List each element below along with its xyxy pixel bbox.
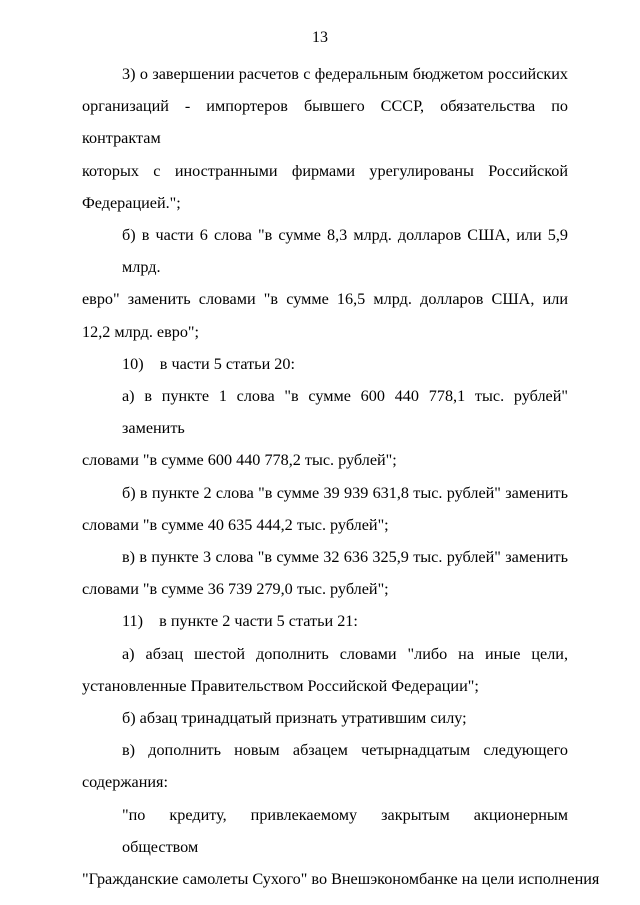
page-number: 13 bbox=[312, 29, 328, 46]
text-line: 11) в пункте 2 части 5 статьи 21: bbox=[122, 612, 358, 631]
text-line: евро" заменить словами "в сумме 16,5 млрд. долларов США, или bbox=[82, 290, 568, 309]
paragraph-p6 bbox=[82, 541, 568, 605]
paragraph-p10 bbox=[82, 734, 568, 798]
text-line: 3) о завершении расчетов с федеральным бюджетом российских bbox=[122, 65, 568, 83]
paragraph-p5 bbox=[82, 477, 568, 541]
text-line: словами "в сумме 40 635 444,2 тыс. рублей"; bbox=[82, 515, 389, 534]
text-line: 12,2 млрд. евро"; bbox=[82, 322, 200, 341]
paragraph-p9 bbox=[82, 702, 568, 734]
paragraph-p4 bbox=[82, 380, 568, 477]
text-line: организаций - импортеров бывшего СССР, обязательства по контрактам bbox=[82, 97, 568, 148]
text-line: словами "в сумме 600 440 778,2 тыс. рублей"; bbox=[82, 451, 397, 470]
text-line: 10) в части 5 статьи 20: bbox=[122, 354, 295, 373]
text-line: б) абзац тринадцатый признать утратившим силу; bbox=[122, 709, 467, 728]
text-line: в) дополнить новым абзацем четырнадцатым следующего bbox=[122, 741, 568, 760]
text-line: в) в пункте 3 слова "в сумме 32 636 325,9 тыс. рублей" заменить bbox=[122, 548, 568, 567]
text-line: установленные Правительством Российской Федерации"; bbox=[82, 676, 479, 695]
paragraph-p11 bbox=[82, 799, 600, 896]
text-line: а) абзац шестой дополнить словами "либо на иные цели, bbox=[122, 644, 568, 663]
paragraph-p7 bbox=[82, 605, 568, 637]
text-line: б) в части 6 слова "в сумме 8,3 млрд. долларов США, или 5,9 млрд. bbox=[122, 226, 568, 277]
text-line: а) в пункте 1 слова "в сумме 600 440 778,1 тыс. рублей" заменить bbox=[122, 387, 568, 438]
text-line: "по кредиту, привлекаемому закрытым акционерным обществом bbox=[122, 805, 568, 856]
text-line: содержания: bbox=[82, 773, 168, 792]
text-line: которых с иностранными фирмами урегулированы Российской bbox=[82, 161, 568, 180]
text-line: "Гражданские самолеты Сухого" во Внешэкономбанке на цели исполнения bbox=[82, 870, 600, 889]
paragraph-p1 bbox=[82, 58, 568, 219]
paragraph-p3 bbox=[82, 348, 568, 380]
text-line: б) в пункте 2 слова "в сумме 39 939 631,8 тыс. рублей" заменить bbox=[122, 483, 568, 502]
text-line: Федерацией."; bbox=[82, 193, 181, 212]
paragraph-p2 bbox=[82, 219, 568, 348]
paragraph-p8 bbox=[82, 638, 568, 702]
text-line: словами "в сумме 36 739 279,0 тыс. рублей"; bbox=[82, 580, 389, 599]
document-body bbox=[82, 58, 600, 895]
